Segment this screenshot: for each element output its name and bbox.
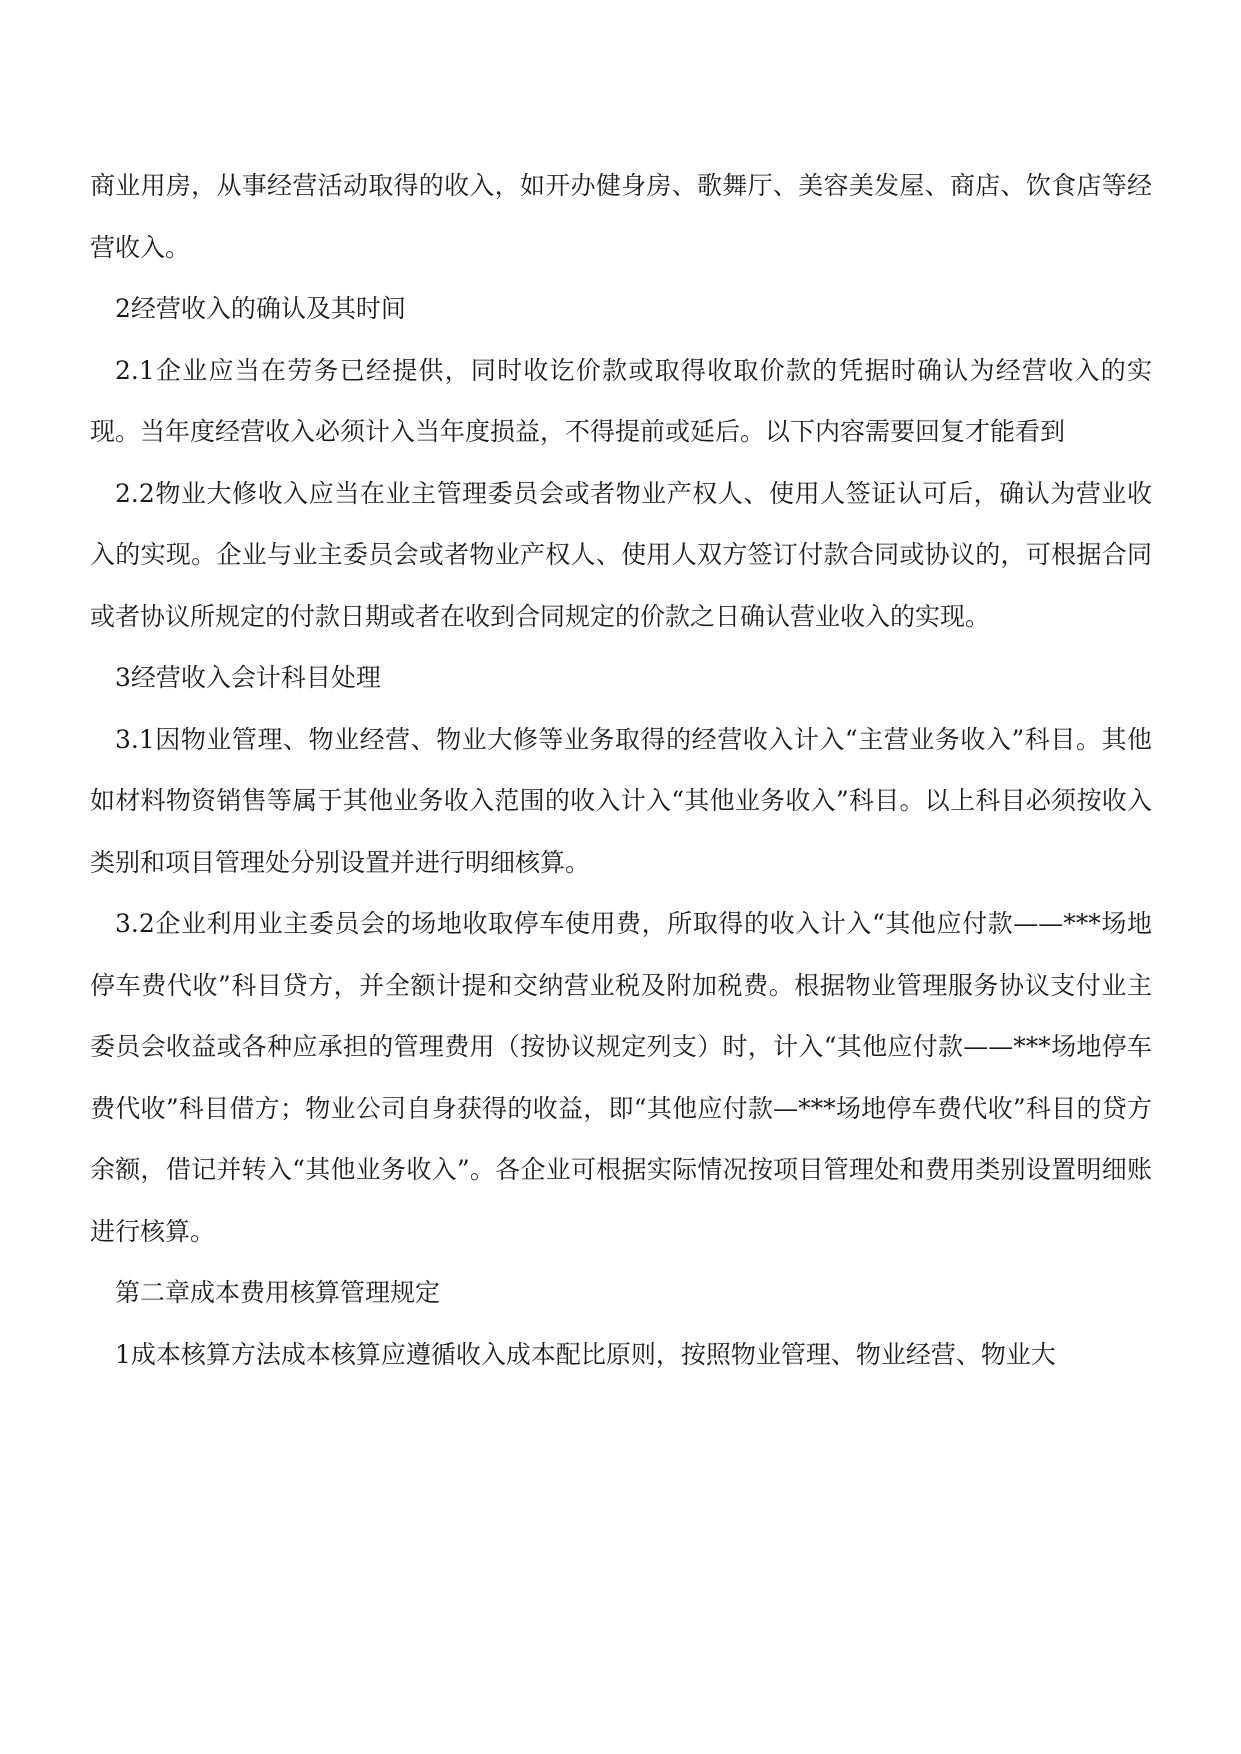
paragraph-section-3-1: 3.1因物业管理、物业经营、物业大修等业务取得的经营收入计入“主营业务收入”科目。其他如材料物资销售等属于其他业务收入范围的收入计入“其他业务收入”科目。以上科目必须按收入类别和项目管理处分别设置并进行明细核算。 [90,724,1152,877]
heading-accounting-treatment: 3经营收入会计科目处理 [115,663,381,692]
paragraph-business-housing-income: 商业用房，从事经营活动取得的收入，如开办健身房、歌舞厅、美容美发屋、商店、饮食店等经营收入。 [90,171,1152,262]
heading-revenue-recognition: 2经营收入的确认及其时间 [115,294,406,323]
paragraph-section-2-1: 2.1企业应当在劳务已经提供，同时收讫价款或取得收取价款的凭据时确认为经营收入的实现。当年度经营收入必须计入当年度损益，不得提前或延后。以下内容需要回复才能看到 [90,355,1152,446]
paragraph-section-3-2: 3.2企业利用业主委员会的场地收取停车使用费，所取得的收入计入“其他应付款——***场地停车费代收”科目贷方，并全额计提和交纳营业税及附加税费。根据物业管理服务协议支付业主委员会收益或各种应承担的管理费用（按协议规定列支）时，计入“其他应付款——***场地停车费代收”科目借方；物业公司自身获得的收益，即“其他应付款—***场地停车费代收”科目的贷方余额，借记并转入“其他业务收入”。各企业可根据实际情况按项目管理处和费用类别设置明细账进行核算。 [90,909,1152,1246]
paragraph-cost-accounting-method: 1成本核算方法成本核算应遵循收入成本配比原则，按照物业管理、物业经营、物业大 [115,1339,1056,1369]
heading-chapter-2: 第二章成本费用核算管理规定 [115,1278,441,1307]
document-body [90,155,1152,1385]
paragraph-section-2-2: 2.2物业大修收入应当在业主管理委员会或者物业产权人、使用人签证认可后，确认为营业收入的实现。企业与业主委员会或者物业产权人、使用人双方签订付款合同或协议的，可根据合同或者协议所规定的付款日期或者在收到合同规定的价款之日确认营业收入的实现。 [90,478,1152,631]
